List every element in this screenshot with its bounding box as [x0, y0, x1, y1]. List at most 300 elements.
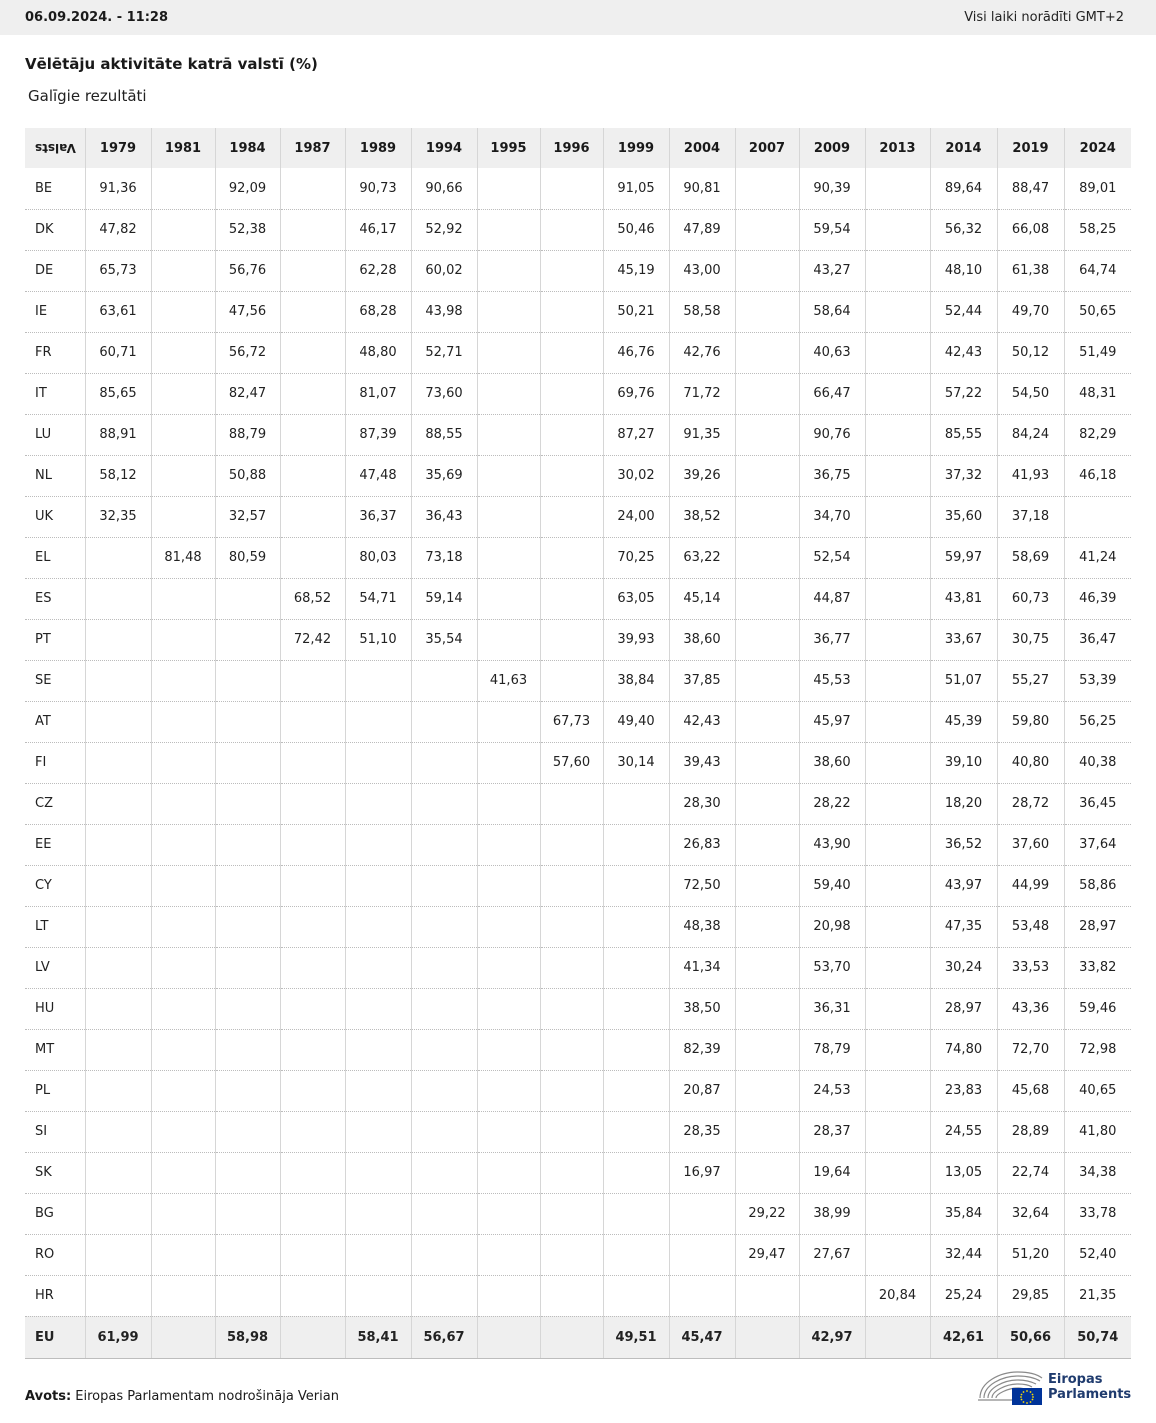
turnout-cell: 22,74: [997, 1152, 1064, 1193]
turnout-cell: [280, 209, 345, 250]
turnout-cell: 54,50: [997, 373, 1064, 414]
country-code-cell: FI: [25, 742, 85, 783]
turnout-cell: [85, 824, 151, 865]
turnout-cell: [540, 1316, 603, 1358]
year-header-2004[interactable]: 2004: [669, 128, 735, 168]
turnout-cell: [345, 824, 411, 865]
country-code-cell: DK: [25, 209, 85, 250]
turnout-cell: 48,38: [669, 906, 735, 947]
turnout-cell: 56,32: [930, 209, 997, 250]
turnout-cell: [151, 578, 215, 619]
turnout-cell: [345, 1070, 411, 1111]
turnout-cell: 38,52: [669, 496, 735, 537]
turnout-cell: [540, 578, 603, 619]
table-row: [25, 947, 1131, 988]
turnout-cell: 59,14: [411, 578, 477, 619]
turnout-cell: 35,54: [411, 619, 477, 660]
turnout-cell: [477, 824, 540, 865]
country-code-cell: EE: [25, 824, 85, 865]
year-header-1984[interactable]: 1984: [215, 128, 280, 168]
turnout-cell: [865, 291, 930, 332]
turnout-cell: 51,49: [1064, 332, 1131, 373]
turnout-cell: [85, 660, 151, 701]
turnout-cell: [477, 1070, 540, 1111]
year-header-1981[interactable]: 1981: [151, 128, 215, 168]
turnout-cell: 36,45: [1064, 783, 1131, 824]
turnout-cell: [151, 701, 215, 742]
country-code-cell: SI: [25, 1111, 85, 1152]
turnout-cell: [151, 496, 215, 537]
turnout-cell: [345, 947, 411, 988]
turnout-cell: 80,59: [215, 537, 280, 578]
turnout-cell: [151, 455, 215, 496]
turnout-cell: [477, 988, 540, 1029]
turnout-cell: 37,60: [997, 824, 1064, 865]
year-header-2024[interactable]: 2024: [1064, 128, 1131, 168]
turnout-cell: [151, 947, 215, 988]
turnout-cell: 58,58: [669, 291, 735, 332]
turnout-cell: 49,70: [997, 291, 1064, 332]
turnout-cell: 35,69: [411, 455, 477, 496]
turnout-cell: [735, 496, 799, 537]
turnout-cell: [280, 291, 345, 332]
table-row: [25, 291, 1131, 332]
turnout-cell: 18,20: [930, 783, 997, 824]
turnout-cell: [865, 332, 930, 373]
turnout-cell: 59,54: [799, 209, 865, 250]
turnout-cell: [540, 455, 603, 496]
turnout-cell: 60,71: [85, 332, 151, 373]
turnout-cell: [411, 988, 477, 1029]
turnout-cell: [411, 824, 477, 865]
country-code-cell: HU: [25, 988, 85, 1029]
turnout-cell: [85, 537, 151, 578]
country-code-cell: MT: [25, 1029, 85, 1070]
table-row: [25, 537, 1131, 578]
turnout-table-container: [25, 128, 1131, 1359]
turnout-cell: 53,48: [997, 906, 1064, 947]
turnout-cell: [735, 291, 799, 332]
turnout-cell: 28,35: [669, 1111, 735, 1152]
turnout-cell: [215, 1029, 280, 1070]
turnout-cell: 52,40: [1064, 1234, 1131, 1275]
turnout-cell: 63,22: [669, 537, 735, 578]
turnout-cell: [151, 1111, 215, 1152]
year-header-1996[interactable]: 1996: [540, 128, 603, 168]
turnout-cell: [151, 250, 215, 291]
year-header-1994[interactable]: 1994: [411, 128, 477, 168]
turnout-cell: 88,79: [215, 414, 280, 455]
turnout-cell: [477, 496, 540, 537]
turnout-cell: [280, 1111, 345, 1152]
turnout-cell: 54,71: [345, 578, 411, 619]
country-code-cell: FR: [25, 332, 85, 373]
turnout-cell: 78,79: [799, 1029, 865, 1070]
turnout-cell: [477, 209, 540, 250]
turnout-cell: [540, 291, 603, 332]
timestamp: 06.09.2024. - 11:28: [25, 10, 169, 25]
turnout-cell: [280, 1316, 345, 1358]
turnout-cell: [345, 1275, 411, 1316]
turnout-cell: 27,67: [799, 1234, 865, 1275]
turnout-cell: [85, 1234, 151, 1275]
turnout-cell: [669, 1193, 735, 1234]
turnout-table: [25, 128, 1131, 1359]
year-header-2013[interactable]: 2013: [865, 128, 930, 168]
turnout-cell: [345, 1111, 411, 1152]
turnout-cell: [411, 1152, 477, 1193]
turnout-cell: 41,80: [1064, 1111, 1131, 1152]
turnout-cell: 50,65: [1064, 291, 1131, 332]
country-code-cell: NL: [25, 455, 85, 496]
turnout-cell: 21,35: [1064, 1275, 1131, 1316]
turnout-cell: [280, 865, 345, 906]
turnout-cell: [345, 1029, 411, 1070]
turnout-cell: [280, 824, 345, 865]
turnout-cell: 91,35: [669, 414, 735, 455]
turnout-cell: 90,76: [799, 414, 865, 455]
turnout-cell: [411, 783, 477, 824]
turnout-cell: [603, 1193, 669, 1234]
turnout-cell: 82,29: [1064, 414, 1131, 455]
turnout-cell: [735, 414, 799, 455]
turnout-cell: [735, 209, 799, 250]
turnout-cell: 62,28: [345, 250, 411, 291]
table-row: [25, 824, 1131, 865]
table-row: [25, 332, 1131, 373]
country-column-header[interactable]: Valsts: [25, 128, 85, 168]
turnout-cell: 90,81: [669, 168, 735, 209]
year-header-1989[interactable]: 1989: [345, 128, 411, 168]
turnout-cell: [151, 414, 215, 455]
turnout-cell: 52,38: [215, 209, 280, 250]
country-code-cell: SK: [25, 1152, 85, 1193]
turnout-cell: [280, 1193, 345, 1234]
turnout-cell: [151, 824, 215, 865]
turnout-cell: 81,07: [345, 373, 411, 414]
turnout-cell: 51,10: [345, 619, 411, 660]
turnout-cell: [215, 660, 280, 701]
turnout-cell: [411, 947, 477, 988]
turnout-cell: [215, 865, 280, 906]
turnout-cell: 43,98: [411, 291, 477, 332]
turnout-cell: [865, 496, 930, 537]
european-parliament-logo-icon: [978, 1368, 1044, 1406]
table-row: [25, 1234, 1131, 1275]
turnout-cell: 48,31: [1064, 373, 1131, 414]
turnout-cell: [477, 455, 540, 496]
country-code-cell: ES: [25, 578, 85, 619]
turnout-cell: [540, 373, 603, 414]
turnout-cell: 36,52: [930, 824, 997, 865]
turnout-cell: 42,97: [799, 1316, 865, 1358]
turnout-cell: 64,74: [1064, 250, 1131, 291]
turnout-cell: [151, 742, 215, 783]
year-header-1987[interactable]: 1987: [280, 128, 345, 168]
turnout-cell: 58,69: [997, 537, 1064, 578]
turnout-cell: 30,24: [930, 947, 997, 988]
turnout-cell: [735, 1070, 799, 1111]
turnout-cell: 72,70: [997, 1029, 1064, 1070]
turnout-cell: [865, 1193, 930, 1234]
turnout-cell: 58,12: [85, 455, 151, 496]
turnout-cell: [151, 660, 215, 701]
turnout-cell: 56,72: [215, 332, 280, 373]
table-row: [25, 250, 1131, 291]
country-code-cell: BE: [25, 168, 85, 209]
turnout-cell: 42,61: [930, 1316, 997, 1358]
turnout-cell: 85,65: [85, 373, 151, 414]
year-header-2014[interactable]: 2014: [930, 128, 997, 168]
country-code-cell: IE: [25, 291, 85, 332]
country-code-cell: IT: [25, 373, 85, 414]
table-header-row: [25, 128, 1131, 168]
year-header-1999[interactable]: 1999: [603, 128, 669, 168]
turnout-cell: [735, 865, 799, 906]
turnout-cell: 60,02: [411, 250, 477, 291]
turnout-cell: 32,57: [215, 496, 280, 537]
turnout-cell: [215, 947, 280, 988]
turnout-cell: [477, 947, 540, 988]
turnout-cell: 81,48: [151, 537, 215, 578]
turnout-cell: [151, 1234, 215, 1275]
turnout-cell: 56,67: [411, 1316, 477, 1358]
turnout-cell: [735, 619, 799, 660]
turnout-cell: [540, 619, 603, 660]
turnout-cell: [280, 496, 345, 537]
turnout-cell: 57,60: [540, 742, 603, 783]
turnout-cell: [865, 824, 930, 865]
turnout-cell: 36,31: [799, 988, 865, 1029]
turnout-cell: 88,55: [411, 414, 477, 455]
turnout-cell: [669, 1234, 735, 1275]
turnout-cell: [603, 1070, 669, 1111]
turnout-cell: [477, 1111, 540, 1152]
turnout-cell: [477, 1193, 540, 1234]
turnout-cell: [540, 660, 603, 701]
turnout-cell: 49,40: [603, 701, 669, 742]
turnout-cell: 49,51: [603, 1316, 669, 1358]
european-parliament-logo: [978, 1367, 1133, 1407]
turnout-cell: 43,00: [669, 250, 735, 291]
turnout-cell: 39,26: [669, 455, 735, 496]
turnout-cell: [85, 947, 151, 988]
turnout-cell: [345, 988, 411, 1029]
turnout-cell: [280, 783, 345, 824]
turnout-cell: [477, 1316, 540, 1358]
turnout-cell: [540, 1234, 603, 1275]
turnout-cell: 50,74: [1064, 1316, 1131, 1358]
turnout-cell: [477, 742, 540, 783]
turnout-cell: 42,43: [930, 332, 997, 373]
turnout-cell: 56,76: [215, 250, 280, 291]
turnout-cell: [215, 824, 280, 865]
turnout-cell: [540, 865, 603, 906]
turnout-cell: 36,47: [1064, 619, 1131, 660]
turnout-cell: [85, 865, 151, 906]
table-row-total: [25, 1316, 1131, 1358]
turnout-cell: [540, 1029, 603, 1070]
turnout-cell: [865, 578, 930, 619]
turnout-cell: [477, 701, 540, 742]
turnout-cell: [85, 1152, 151, 1193]
table-row: [25, 988, 1131, 1029]
turnout-cell: [603, 906, 669, 947]
turnout-cell: [669, 1275, 735, 1316]
turnout-cell: 34,38: [1064, 1152, 1131, 1193]
turnout-cell: [345, 742, 411, 783]
turnout-cell: 51,07: [930, 660, 997, 701]
turnout-cell: [215, 1111, 280, 1152]
turnout-cell: [280, 455, 345, 496]
turnout-cell: [151, 332, 215, 373]
turnout-cell: [865, 1029, 930, 1070]
year-header-2009[interactable]: 2009: [799, 128, 865, 168]
turnout-cell: [215, 1152, 280, 1193]
turnout-cell: [215, 1193, 280, 1234]
turnout-cell: [215, 701, 280, 742]
turnout-cell: 16,97: [669, 1152, 735, 1193]
turnout-cell: 35,84: [930, 1193, 997, 1234]
table-row: [25, 1193, 1131, 1234]
turnout-cell: [151, 906, 215, 947]
turnout-cell: [603, 947, 669, 988]
turnout-cell: 72,98: [1064, 1029, 1131, 1070]
turnout-cell: [735, 988, 799, 1029]
table-row: [25, 496, 1131, 537]
turnout-cell: [151, 1029, 215, 1070]
turnout-cell: [540, 1070, 603, 1111]
turnout-cell: [151, 783, 215, 824]
turnout-cell: [477, 865, 540, 906]
turnout-cell: [865, 988, 930, 1029]
turnout-cell: 60,73: [997, 578, 1064, 619]
turnout-cell: [151, 1070, 215, 1111]
table-row: [25, 578, 1131, 619]
year-header-1979[interactable]: 1979: [85, 128, 151, 168]
turnout-cell: 89,01: [1064, 168, 1131, 209]
turnout-cell: 68,28: [345, 291, 411, 332]
turnout-cell: 37,64: [1064, 824, 1131, 865]
turnout-cell: 28,72: [997, 783, 1064, 824]
turnout-cell: [735, 455, 799, 496]
turnout-cell: [540, 1275, 603, 1316]
turnout-cell: [540, 537, 603, 578]
turnout-cell: [411, 1234, 477, 1275]
turnout-cell: 90,39: [799, 168, 865, 209]
turnout-cell: 46,17: [345, 209, 411, 250]
country-code-cell: CY: [25, 865, 85, 906]
country-code-cell: CZ: [25, 783, 85, 824]
timezone-note: Visi laiki norādīti GMT+2: [964, 10, 1124, 25]
source-note: [25, 1389, 339, 1404]
turnout-cell: 58,41: [345, 1316, 411, 1358]
turnout-cell: [735, 1275, 799, 1316]
turnout-cell: 52,54: [799, 537, 865, 578]
turnout-cell: [477, 168, 540, 209]
turnout-cell: 53,70: [799, 947, 865, 988]
table-body: [25, 168, 1131, 1358]
turnout-cell: [151, 1152, 215, 1193]
country-code-cell: HR: [25, 1275, 85, 1316]
turnout-cell: [215, 988, 280, 1029]
turnout-cell: 42,43: [669, 701, 735, 742]
turnout-cell: [540, 906, 603, 947]
turnout-cell: [735, 824, 799, 865]
turnout-cell: [280, 988, 345, 1029]
table-row: [25, 660, 1131, 701]
turnout-cell: [280, 701, 345, 742]
country-code-cell: UK: [25, 496, 85, 537]
turnout-cell: 90,73: [345, 168, 411, 209]
turnout-cell: 13,05: [930, 1152, 997, 1193]
turnout-cell: 47,89: [669, 209, 735, 250]
turnout-cell: 87,27: [603, 414, 669, 455]
turnout-cell: 29,22: [735, 1193, 799, 1234]
turnout-cell: 58,98: [215, 1316, 280, 1358]
turnout-cell: [735, 1316, 799, 1358]
turnout-cell: 58,86: [1064, 865, 1131, 906]
turnout-cell: [345, 865, 411, 906]
turnout-cell: [865, 1152, 930, 1193]
turnout-cell: 73,18: [411, 537, 477, 578]
table-row: [25, 1070, 1131, 1111]
year-header-2007[interactable]: 2007: [735, 128, 799, 168]
year-header-1995[interactable]: 1995: [477, 128, 540, 168]
turnout-cell: [215, 783, 280, 824]
turnout-cell: [280, 1029, 345, 1070]
turnout-cell: 52,71: [411, 332, 477, 373]
turnout-cell: [151, 619, 215, 660]
country-code-cell: EU: [25, 1316, 85, 1358]
turnout-cell: 45,39: [930, 701, 997, 742]
country-code-cell: LV: [25, 947, 85, 988]
turnout-cell: 41,63: [477, 660, 540, 701]
turnout-cell: 50,21: [603, 291, 669, 332]
turnout-cell: [85, 1275, 151, 1316]
turnout-cell: 30,02: [603, 455, 669, 496]
country-code-cell: EL: [25, 537, 85, 578]
turnout-cell: [540, 209, 603, 250]
turnout-cell: [411, 701, 477, 742]
turnout-cell: [151, 988, 215, 1029]
turnout-cell: [280, 414, 345, 455]
logo-text: [1048, 1372, 1131, 1402]
turnout-cell: 25,24: [930, 1275, 997, 1316]
turnout-cell: [540, 947, 603, 988]
turnout-cell: [603, 1234, 669, 1275]
turnout-cell: 61,99: [85, 1316, 151, 1358]
turnout-cell: 34,70: [799, 496, 865, 537]
turnout-cell: [151, 1275, 215, 1316]
top-bar: [0, 0, 1156, 35]
turnout-cell: [215, 1275, 280, 1316]
turnout-cell: 24,53: [799, 1070, 865, 1111]
turnout-cell: [280, 1234, 345, 1275]
turnout-cell: [735, 947, 799, 988]
logo-line2: Parlaments: [1048, 1387, 1132, 1402]
turnout-cell: [477, 619, 540, 660]
turnout-cell: 59,80: [997, 701, 1064, 742]
turnout-cell: 28,89: [997, 1111, 1064, 1152]
country-code-cell: LU: [25, 414, 85, 455]
turnout-cell: 87,39: [345, 414, 411, 455]
turnout-cell: 36,43: [411, 496, 477, 537]
turnout-cell: 24,55: [930, 1111, 997, 1152]
turnout-cell: 85,55: [930, 414, 997, 455]
turnout-cell: [477, 1152, 540, 1193]
year-header-2019[interactable]: 2019: [997, 128, 1064, 168]
